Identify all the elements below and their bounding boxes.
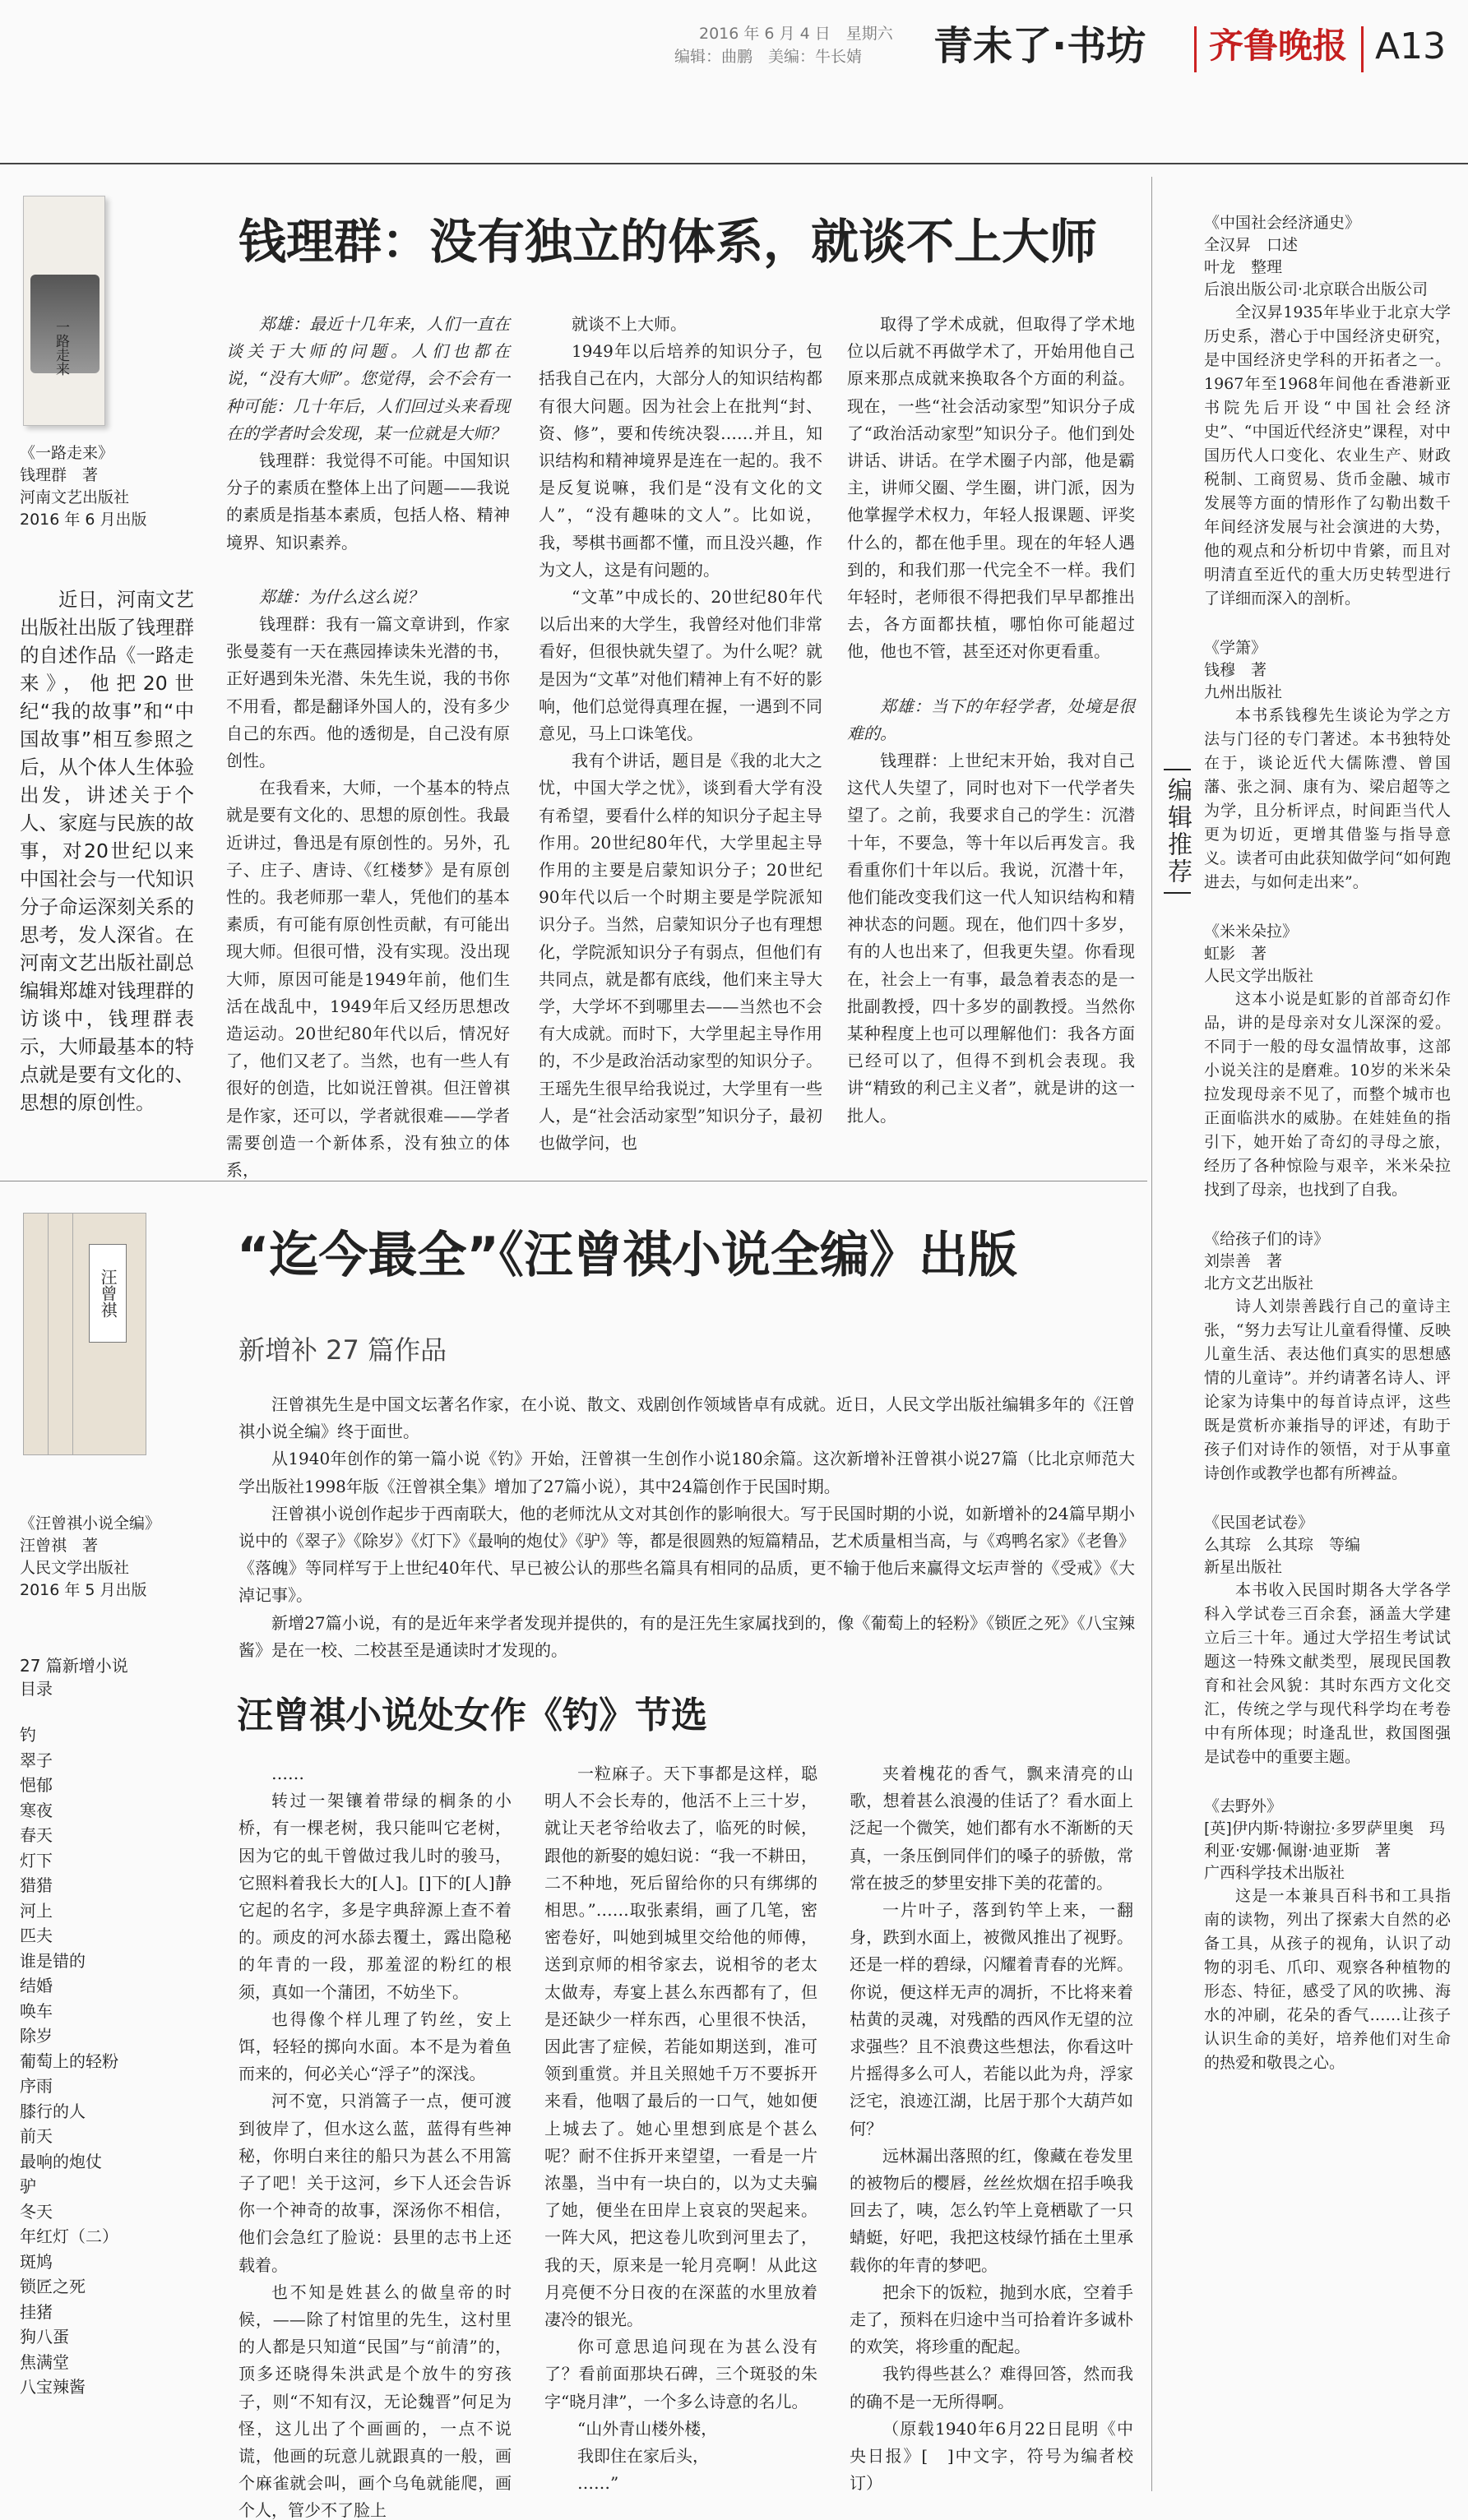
book-cover-set xyxy=(23,1213,146,1455)
list-item: 挂猪 xyxy=(20,2301,53,2322)
book-publisher: 广西科学技术出版社 xyxy=(1204,1864,1345,1882)
paragraph: （原载1940年6月22日昆明《中央日报》[ ]中文字，符号为编者校订） xyxy=(850,2418,1133,2494)
paragraph: ……” xyxy=(577,2473,619,2494)
paragraph: 我钓得些甚么？难得回答，然而我的确不是一无所得啊。 xyxy=(850,2364,1133,2411)
list-item: 寒夜 xyxy=(20,1800,53,1820)
list-item: 驴 xyxy=(20,2176,36,2196)
cover-title: 汪曾祺 xyxy=(89,1244,127,1343)
list-item: 最响的炮仗 xyxy=(20,2151,102,2171)
book-author: 叶龙 整理 xyxy=(1204,258,1283,276)
list-item: 谁是错的 xyxy=(20,1950,86,1971)
list-item: 膝行的人 xyxy=(20,2101,86,2121)
list-item: 前天 xyxy=(20,2126,53,2146)
list-item: 结婚 xyxy=(20,1976,53,1995)
list-item: 葡萄上的轻粉 xyxy=(20,2051,118,2071)
page-number: A13 xyxy=(1375,25,1447,67)
list-item: 翠子 xyxy=(20,1750,53,1770)
caption-line: 《汪曾祺小说全编》 xyxy=(20,1514,161,1533)
book-author: 刘崇善 著 xyxy=(1204,1252,1283,1270)
article-column xyxy=(539,311,822,1157)
article-title: “迄今最全”《汪曾祺小说全编》出版 xyxy=(237,1227,1017,1284)
recommend-item xyxy=(1204,212,1451,611)
book-publisher: 人民文学出版社 xyxy=(1204,967,1314,985)
article-column xyxy=(544,1760,817,2497)
intro-text: 近日，河南文艺出版社出版了钱理群的自述作品《一路走来》，他把20世纪“我的故事”和“中国故事”相互参照之后，从个体人生体验出发，讲述关于个人、家庭与民族的故事，对20世纪以来中国社会与一代知识分子命运深刻关系的思考，发人深省。在河南文艺出版社副总编辑郑雄对钱理群的访谈中，钱理群表示，大师最基本的特点就是要有文化的、思想的原创性。 xyxy=(20,588,194,1114)
book-author: 么其琮 么其琮 等编 xyxy=(1204,1536,1361,1554)
book-description: 本书收入民国时期各大学各学科入学试卷三百余套，涵盖大学建立后三十年。通过大学招生考试试题这一特殊文献类型，展现民国教育和社会风貌：其时东西方文化交汇，传统之学与现代科学均在考卷中有所体现；时逢乱世，救国图强是试卷中的重要主题。 xyxy=(1204,1581,1451,1766)
book-description: 这是一本兼具百科书和工具指南的读物，列出了探索大自然的必备工具，从孩子的视角，认识了动物的羽毛、爪印、观察各种植物的形态、特征，感受了风的吹拂、海水的冲刷，花朵的香气……让孩子认识生命的美好，培养他们对生命的热爱和敬畏之心。 xyxy=(1204,1887,1451,2072)
book-author: 钱穆 著 xyxy=(1204,661,1267,679)
book-caption xyxy=(20,442,184,531)
caption-line: 2016 年 5 月出版 xyxy=(20,1581,147,1599)
caption-line: 2016 年 6 月出版 xyxy=(20,511,147,529)
article-body xyxy=(238,1391,1135,1664)
book-description: 诗人刘崇善践行自己的童诗主张，“努力去写让儿童看得懂、反映儿童生活、表达他们真实的思想感情的儿童诗”。并约请著名诗人、评论家为诗集中的每首诗点评，这些既是赏析亦兼指导的评述，有助于孩子们对诗作的领悟，对于从事童诗创作或教学也都有所裨益。 xyxy=(1204,1297,1451,1482)
paragraph: 远林漏出落照的红，像藏在卷发里的被物后的樱唇，丝丝炊烟在招手唤我回去了，咦，怎么钓竿上竟栖歇了一只蜻蜓，好吧，我把这枝绿竹插在土里承载你的年青的梦吧。 xyxy=(850,2145,1133,2275)
article-column xyxy=(850,1760,1133,2497)
paragraph: 你可意思追问现在为甚么没有了？看前面那块石碑，三个斑驳的朱字“晓月津”，一个多么诗意的名儿。 xyxy=(544,2337,817,2411)
recommend-item xyxy=(1204,1228,1451,1486)
list-item: 悒郁 xyxy=(20,1775,53,1795)
caption-line: 人民文学出版社 xyxy=(20,1559,130,1577)
paragraph: 也得像个样儿理了钓丝，安上饵，轻轻的掷向水面。本不是为着鱼而来的，何必关心“浮子”的深浅。 xyxy=(238,2009,512,2084)
section-title: 青未了·书坊 xyxy=(933,23,1146,69)
story-list xyxy=(20,1722,201,2400)
newspaper-logo: 齐鲁晚报 xyxy=(1209,25,1348,66)
sidebar-divider xyxy=(1151,177,1152,2491)
list-item: 春天 xyxy=(20,1825,53,1845)
paragraph: 郑雄：最近十几年来，人们一直在谈关于大师的问题。人们也都在说，“没有大师”。您觉得，会不会有一种可能：几十年后，人们回过头来看现在的学者时会发现，某一位就是大师？ xyxy=(226,314,510,443)
article-subtitle: 新增补 27 篇作品 xyxy=(238,1334,447,1366)
header-divider xyxy=(1194,26,1197,72)
list-item: 年红灯（二） xyxy=(20,2226,118,2246)
paragraph: 在我看来，大师，一个基本的特点就是要有文化的、思想的原创性。我最近讲过，鲁迅是有原创性的。另外，孔子、庄子、唐诗、《红楼梦》是有原创性的。我老师那一辈人，凭他们的基本素质，有可能有原创性贡献，有可能出现大师。但很可惜，没有实现。没出现大师，原因可能是1949年前，他们生活在战乱中，1949年后又经历思想改造运动。20世纪80年代以后，情况好了，他们又老了。当然，也有一些人有很好的创造，比如说汪曾祺。但汪曾祺是作家，还可以，学者就很难——学者需要创造一个新体系，没有独立的体系， xyxy=(226,778,510,1181)
book-cover xyxy=(23,196,105,426)
book-title: 《给孩子们的诗》 xyxy=(1204,1230,1330,1248)
article-title: 钱理群：没有独立的体系，就谈不上大师 xyxy=(238,214,1098,270)
paragraph xyxy=(847,666,1135,693)
recommend-item xyxy=(1204,637,1451,895)
paragraph: 取得了学术成就，但取得了学术地位以后就不再做学术了，开始用他自己原来那点成就来换取各个方面的利益。现在，一些“社会活动家型”知识分子成了“政治活动家型”知识分子。他们到处讲话、讲话。在学术圈子内部，他是霸主，讲师父圈、学生圈，讲门派，因为他掌握学术权力，年轻人报课题、评奖什么的，都在他手里。现在的年轻人遇到的，和我们那一代完全不一样。我们年轻时，老师很不得把我们早早都推出去，各方面都扶植，哪怕你可能超过他，他也不管，甚至还对你更看重。 xyxy=(847,314,1135,662)
recommend-list xyxy=(1204,212,1451,2102)
book-description: 本书系钱穆先生谈论为学之方法与门径的专门著述。本书独特处在于，谈论近代大儒陈澧、曾国藩、张之洞、康有为、梁启超等之为学，且分析评点，时间距当代人更为切近，更增其借鉴与指导意义。读者可由此获知做学问“如何跑进去，与如何走出来”。 xyxy=(1204,706,1451,891)
paragraph: “山外青山楼外楼， xyxy=(577,2418,718,2439)
article-intro xyxy=(20,585,194,1117)
paragraph: 汪曾祺先生是中国文坛著名作家，在小说、散文、戏剧创作领域皆卓有成就。近日，人民文学出版社编辑多年的《汪曾祺小说全编》终于面世。 xyxy=(238,1394,1135,1442)
cover-title: 一路走来 xyxy=(53,320,69,376)
book-author: 全汉昇 口述 xyxy=(1204,236,1299,254)
list-item: 灯下 xyxy=(20,1850,53,1870)
header-rule xyxy=(0,163,1468,164)
paragraph: 也不知是姓甚么的做皇帝的时候，——除了村馆里的先生，这村里的人都是只知道“民国”与“前清”的，顶多还晓得朱洪武是个放牛的穷孩子，则“不知有汉，无论魏晋”何足为怪，这儿出了个画画的，一点不说谎，他画的玩意儿就跟真的一般，画个麻雀就会叫，画个乌龟就能爬，画个人，管少不了脸上 xyxy=(238,2282,512,2520)
article-title: 汪曾祺小说处女作《钓》节选 xyxy=(237,1695,707,1736)
book-title: 《学箫》 xyxy=(1204,639,1267,657)
editor-credits: 编辑：曲鹏 美编：牛长婧 xyxy=(674,48,863,66)
list-title xyxy=(20,1654,128,1700)
paragraph: “文革”中成长的、20世纪80年代以后出来的大学生，我曾经对他们非常看好，但很快就失望了。为什么呢？就是因为“文革”对他们精神上有不好的影响，他们总觉得真理在握，一遇到不同意见，马上口诛笔伐。 xyxy=(539,587,822,744)
book-title: 《去野外》 xyxy=(1204,1797,1283,1815)
paragraph: 河不宽，只消篙子一点，便可渡到彼岸了，但水这么蓝，蓝得有些神秘，你明白来往的船只为甚么不用篙子了吧！关于这河，乡下人还会告诉你一个神奇的故事，深汤你不相信，他们会急红了脸说：县里的志书上还载着。 xyxy=(238,2091,512,2275)
caption-line: 河南文艺出版社 xyxy=(20,488,130,506)
header-divider xyxy=(1361,26,1364,72)
recommend-item xyxy=(1204,1512,1451,1769)
book-publisher: 新星出版社 xyxy=(1204,1558,1283,1576)
list-item: 唤车 xyxy=(20,2000,53,2021)
list-item: 钓 xyxy=(20,1725,36,1745)
book-description: 这本小说是虹影的首部奇幻作品，讲的是母亲对女儿深深的爱。不同于一般的母女温情故事，这部小说关注的是磨难。10岁的米米朵拉发现母亲不见了，而整个城市也正面临洪水的威胁。在娃娃鱼的指引下，她开始了奇幻的寻母之旅，经历了各种惊险与艰辛，米米朵拉找到了母亲，也找到了自我。 xyxy=(1204,990,1451,1199)
list-item: 狗八蛋 xyxy=(20,2327,69,2347)
book-publisher: 北方文艺出版社 xyxy=(1204,1274,1314,1292)
paragraph: 把余下的饭粒，抛到水底，空着手走了，预料在归途中当可拾着许多诚朴的欢笑，将珍重的配起。 xyxy=(850,2282,1133,2357)
recommend-item xyxy=(1204,1796,1451,2075)
paragraph: 钱理群：我觉得不可能。中国知识分子的素质在整体上出了问题——我说的素质是指基本素质，包括人格、精神境界、知识素养。 xyxy=(226,451,510,553)
book-description: 全汉昇1935年毕业于北京大学历史系，潜心于中国经济史研究，是中国经济史学科的开拓者之一。1967年至1968年间他在香港新亚书院先后开设“中国社会经济史”、“中国近代经济史”课程，对中国历代人口变化、农业生产、财政税制、工商贸易、货币金融、城市发展等方面的情形作了勾勒出数千年间经济发展与社会演进的大势，他的观点和分析切中肯綮，而且对明清直至近代的重大历史转型进行了详细而深入的剖析。 xyxy=(1204,303,1451,608)
paragraph: 新增27篇小说，有的是近年来学者发现并提供的，有的是汪先生家属找到的，像《葡萄上的轻粉》《锁匠之死》《八宝辣酱》是在一校、二校甚至是通读时才发现的。 xyxy=(238,1612,1135,1660)
paragraph xyxy=(226,557,510,584)
list-title-line: 27 篇新增小说 xyxy=(20,1656,128,1676)
caption-line: 《一路走来》 xyxy=(20,444,114,462)
paragraph: 就谈不上大师。 xyxy=(572,314,687,334)
paragraph: …… xyxy=(271,1764,304,1783)
list-item: 焦满堂 xyxy=(20,2351,69,2372)
paragraph: 郑雄：为什么这么说？ xyxy=(259,586,424,607)
paragraph: 1949年以后培养的知识分子，包括我自己在内，大部分人的知识结构都有很大问题。因为社会上在批判“封、资、修”，要和传统决裂……并且，知识结构和精神境界是连在一起的。我不是反复说嘛，我们是“没有文化的文人”，“没有趣味的文人”。比如说，我，琴棋书画都不懂，而且没兴趣，作为文人，这是有问题的。 xyxy=(539,341,822,580)
article-column xyxy=(847,311,1135,1130)
list-item: 锁匠之死 xyxy=(20,2277,86,2296)
recommend-tag xyxy=(1161,769,1191,894)
list-item: 除岁 xyxy=(20,2026,53,2046)
book-author: [英]伊内斯·特谢拉·多罗萨里奥 玛利亚·安娜·佩谢·迪亚斯 著 xyxy=(1204,1819,1445,1860)
list-item: 八宝辣酱 xyxy=(20,2377,86,2397)
book-title: 《中国社会经济通史》 xyxy=(1204,214,1361,232)
article-column xyxy=(226,311,510,1184)
paragraph: 转过一架镶着带绿的榈条的小桥，有一棵老树，我只能叫它老树，因为它的虬干曾做过我儿时的骏马，它照料着我长大的[人]。[]下的[人]静它起的名字，多是字典辞源上查不着的。顽皮的河水舔去覆土，露出隐秘的年青的一段，那羞涩的粉红的根须，真如一个蒲团，不妨坐下。 xyxy=(238,1791,512,2002)
caption-line: 钱理群 著 xyxy=(20,466,99,484)
issue-date: 2016 年 6 月 4 日 星期六 xyxy=(699,25,893,43)
paragraph: 一粒麻子。天下事都是这样，聪明人不会长寿的，他活不上三十岁，就让天老爷给收去了，临死的时候，跟他的新娶的媳妇说：“我一不耕田，二不种地，死后留给你的只有绑绑的相思。”……取张素绢，画了几笔，密密卷好，叫她到城里交给他的师傅，送到京师的相爷家去，说相爷的老太太做寿，寿宴上甚么东西都有了，但是还缺少一样东西，心里很不快活，因此害了症候，若能如期送到，准可领到重赏。并且关照她千万不要拆开来看，他咽了最后的一口气，她如便上城去了。她心里想到底是个甚么呢？耐不住拆开来望望，一看是一片浓墨，当中有一块白的，以为丈夫骗了她，便坐在田岸上哀哀的哭起来。一阵大风，把这卷儿吹到河里去了，我的天，原来是一轮月亮啊！从此这月亮便不分日夜的在深蓝的水里放着凄冷的银光。 xyxy=(544,1764,817,2330)
paragraph: 从1940年创作的第一篇小说《钓》开始，汪曾祺一生创作小说180余篇。这次新增补汪曾祺小说27篇（比北京师范大学出版社1998年版《汪曾祺全集》增加了27篇小说），其中24篇创作于民国时期。 xyxy=(238,1449,1135,1496)
paragraph: 汪曾祺小说创作起步于西南联大，他的老师沈从文对其创作的影响很大。写于民国时期的小说，如新增补的24篇早期小说中的《翠子》《除岁》《灯下》《最响的炮仗》《驴》等，都是很圆熟的短篇精品，艺术质量相当高，与《鸡鸭名家》《老鲁》《落魄》等同样写于上世纪40年代、早已被公认的那些名篇具有相同的品质，更不输于他后来赢得文坛声誉的《受戒》《大淖记事》。 xyxy=(238,1503,1135,1606)
book-author: 虹影 著 xyxy=(1204,945,1267,963)
paragraph: 钱理群：上世纪末开始，我对自己这代人失望了，同时也对下一代学者失望了。之前，我要求自己的学生：沉潜十年，不要急，等十年以后再发言。我看重你们十年以后。我说，沉潜十年，他们能改变我们这一代人知识结构和精神状态的问题。现在，他们四十多岁，有的人也出来了，但我更失望。你看现在，社会上一有事，最急着表态的是一批副教授，四十多岁的副教授。当然你某种程度上也可以理解他们：我各方面已经可以了，但得不到机会表现。我讲“精致的利己主义者”，就是讲的这一批人。 xyxy=(847,751,1135,1126)
paragraph: 钱理群：我有一篇文章讲到，作家张曼菱有一天在燕园捧读朱光潜的书，正好遇到朱光潜、朱先生说，我的书你不用看，都是翻译外国人的，没有多少自己的东西。他的透彻是，自己没有原创性。 xyxy=(226,614,510,771)
caption-line: 汪曾祺 著 xyxy=(20,1537,99,1555)
book-publisher: 九州出版社 xyxy=(1204,683,1283,701)
book-title: 《米米朵拉》 xyxy=(1204,922,1299,941)
list-item: 河上 xyxy=(20,1900,53,1921)
book-publisher: 后浪出版公司·北京联合出版公司 xyxy=(1204,280,1429,298)
list-item: 序雨 xyxy=(20,2076,53,2096)
paragraph: 夹着槐花的香气，飘来清亮的山歌，想着甚么浪漫的佳话了？看水面上泛起一个微笑，她们都有水不渐断的天真，一条压倒同伴们的嗓子的骄傲，常常在披乏的梦里安排下美的花蕾的。 xyxy=(850,1764,1133,1893)
list-item: 匹夫 xyxy=(20,1926,53,1945)
list-title-line: 目录 xyxy=(20,1679,53,1699)
article-column xyxy=(238,1760,512,2520)
book-title: 《民国老试卷》 xyxy=(1204,1514,1314,1532)
paragraph: 一片叶子，落到钓竿上来，一翻身，跌到水面上，被微风推出了视野。还是一样的碧绿，闪耀着青春的光辉。你说，便这样无声的凋折，不比将来着枯黄的灵魂，对残酷的西风作无望的泣求强些？且不浪费这些想法，你看这叶片摇得多么可人，若能以此为舟，浮家泛宅，浪迹江湖，比居于那个大葫芦如何？ xyxy=(850,1900,1133,2139)
paragraph: 郑雄：当下的年轻学者，处境是很难的。 xyxy=(847,696,1135,743)
recommend-item xyxy=(1204,921,1451,1202)
list-item: 猎猎 xyxy=(20,1875,53,1895)
book-caption xyxy=(20,1513,201,1602)
list-item: 冬天 xyxy=(20,2201,53,2222)
paragraph: 我即住在家后头， xyxy=(577,2446,709,2467)
recommend-tag-text: 编辑推荐 xyxy=(1164,769,1191,894)
list-item: 斑鸠 xyxy=(20,2251,53,2272)
paragraph: 我有个讲话，题目是《我的北大之忧，中国大学之忧》，谈到看大学有没有希望，要看什么样的知识分子起主导作用。20世纪80年代，大学里起主导作用的主要是启蒙知识分子；20世纪90年代以后一个时期主要是学院派知识分子。当然，启蒙知识分子也有理想化，学院派知识分子有弱点，但他们有共同点，就是都有底线，他们来主导大学，大学坏不到哪里去——当然也不会有大成就。而时下，大学里起主导作用的，不少是政治活动家型的知识分子。王瑶先生很早给我说过，大学里有一些人，是“社会活动家型”知识分子，最初也做学问，也 xyxy=(539,751,822,1154)
